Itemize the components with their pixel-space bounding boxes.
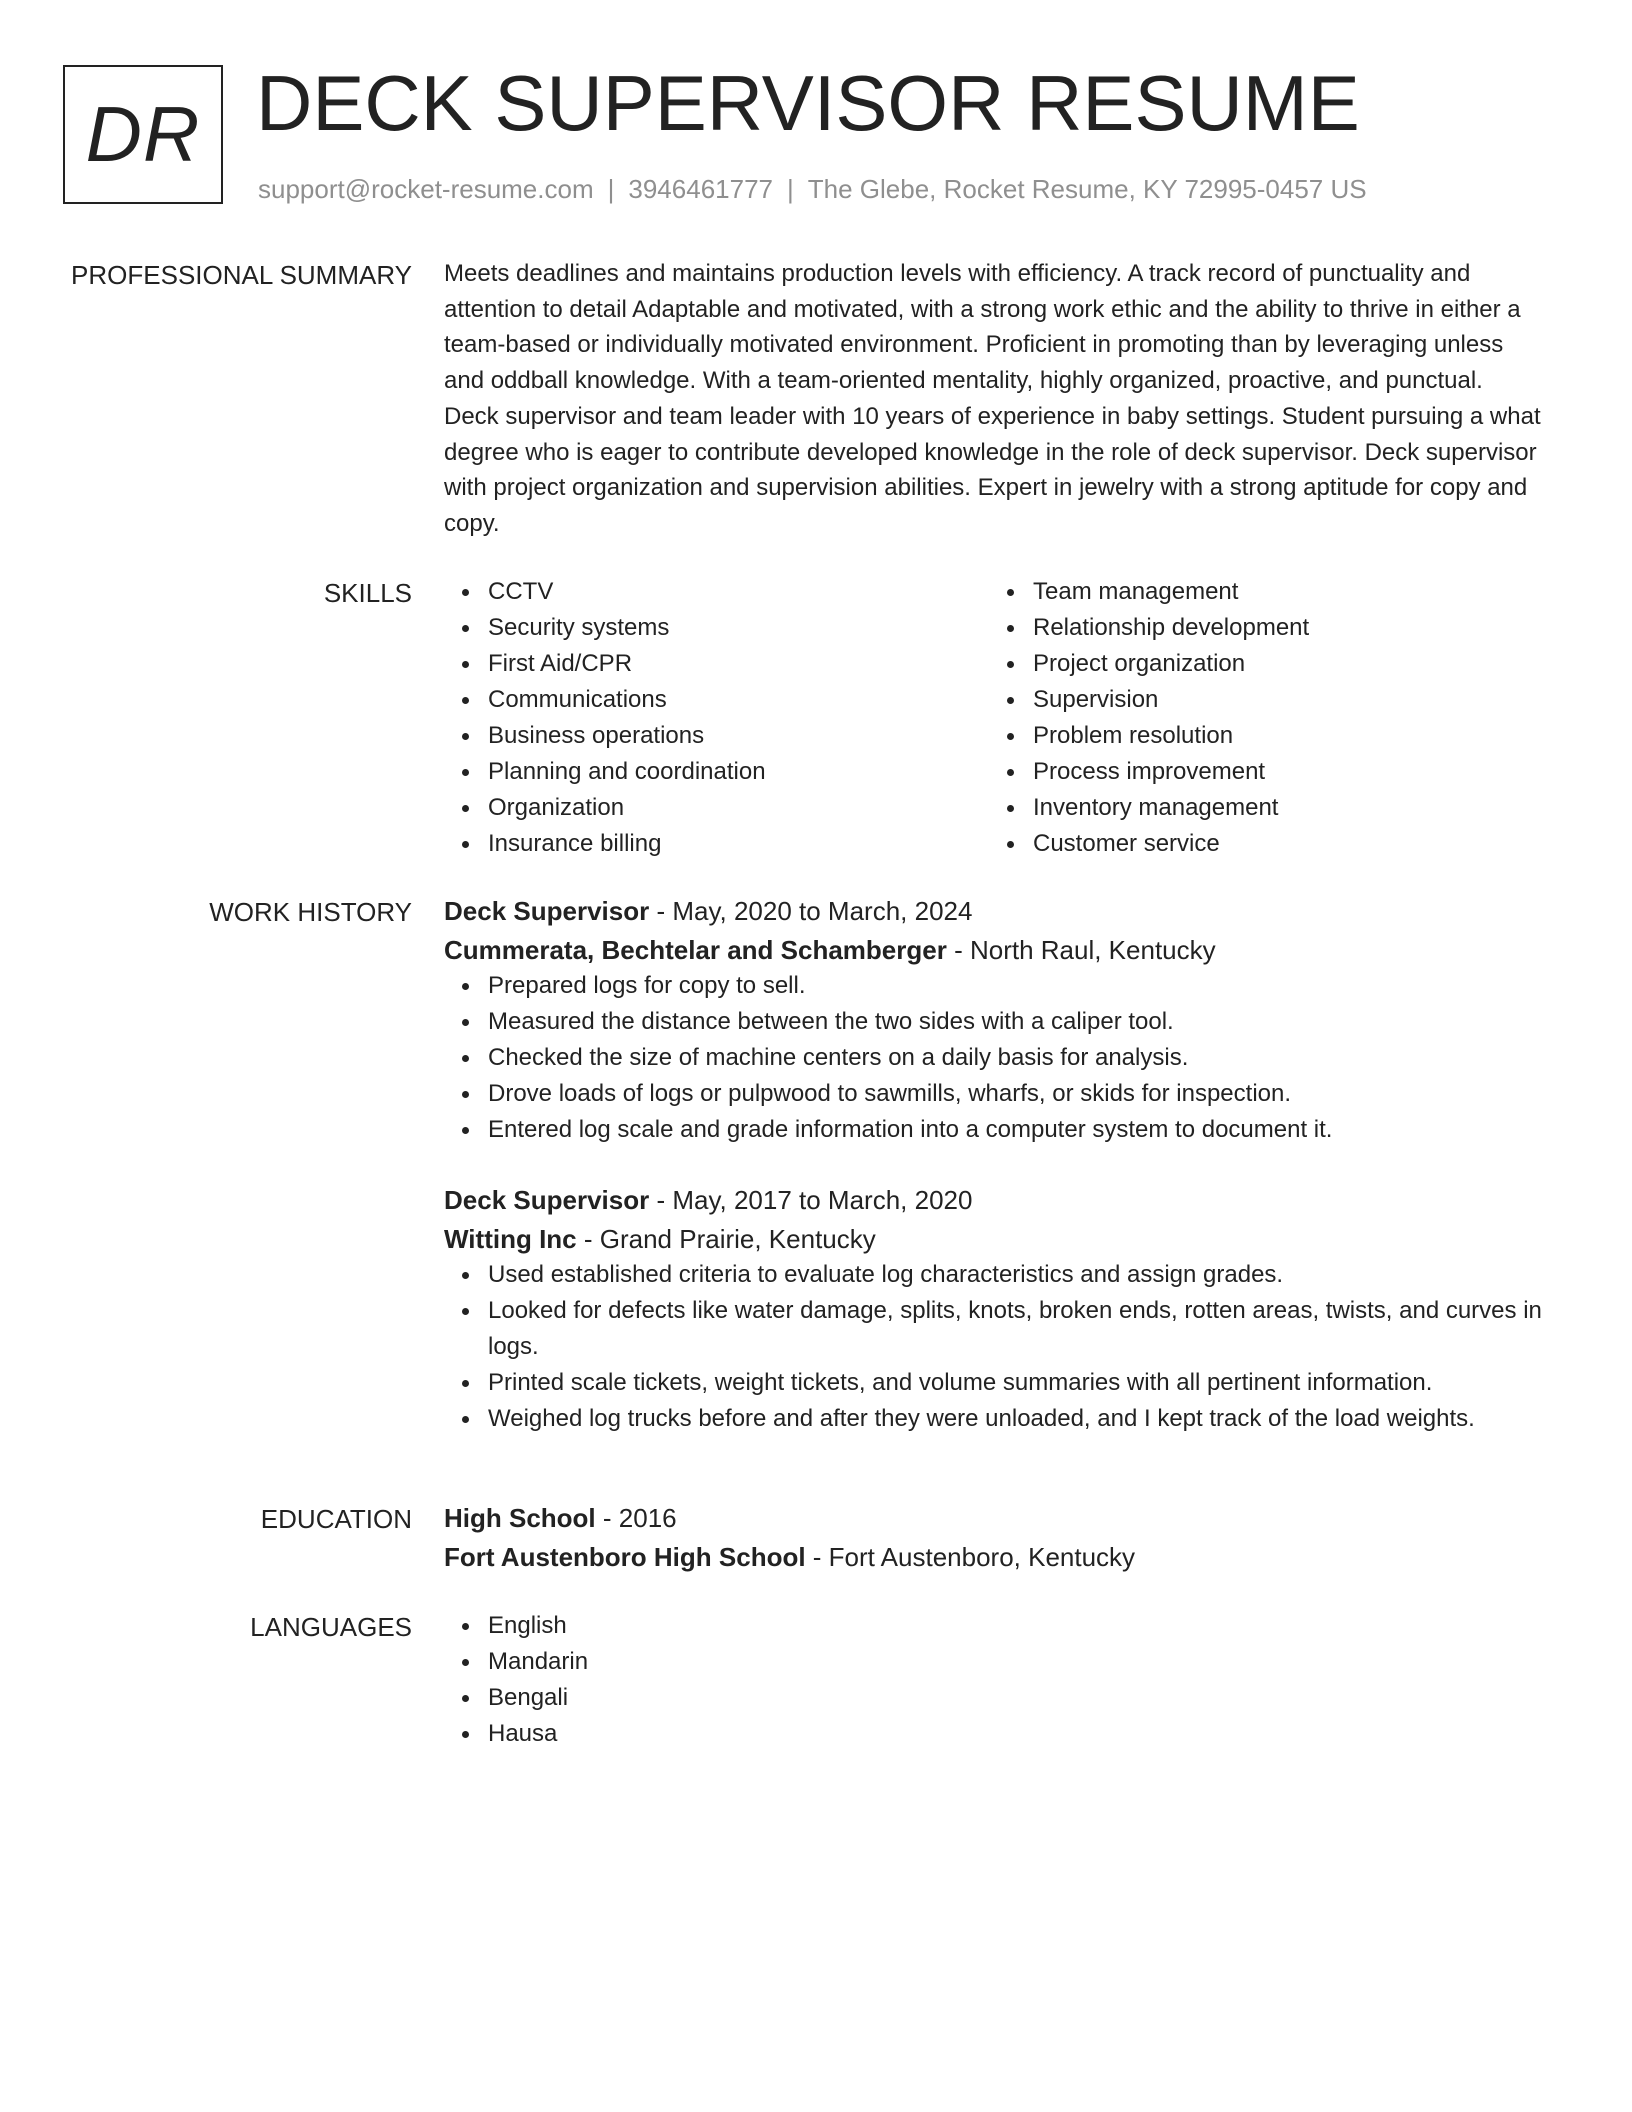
- skill-item: Communications: [488, 682, 989, 718]
- contact-line: [258, 172, 1367, 206]
- job-company-line: [444, 932, 1544, 968]
- contact-phone: 3946461777: [628, 174, 773, 204]
- language-item: English: [488, 1608, 1544, 1644]
- education-school-line: [444, 1539, 1544, 1575]
- job-duty: Used established criteria to evaluate log characteristics and assign grades.: [488, 1257, 1544, 1293]
- job-entry: [444, 893, 1544, 1148]
- education-school: Fort Austenboro High School: [444, 1542, 806, 1572]
- skill-item: Insurance billing: [488, 826, 989, 862]
- contact-separator: |: [787, 174, 794, 204]
- job-duty: Weighed log trucks before and after they were unloaded, and I kept track of the load weights.: [488, 1401, 1544, 1437]
- monogram-initials: DR: [85, 90, 201, 178]
- job-duties-list: [444, 968, 1544, 1148]
- skills-list-left: [444, 574, 989, 862]
- section-label-languages: LANGUAGES: [250, 1612, 412, 1642]
- job-duty: Drove loads of logs or pulpwood to sawmills, wharfs, or skids for inspection.: [488, 1076, 1544, 1112]
- monogram-box: [63, 65, 223, 204]
- job-dates: - May, 2020 to March, 2024: [649, 896, 973, 926]
- skill-item: Supervision: [1033, 682, 1534, 718]
- job-duty: Entered log scale and grade information into a computer system to document it.: [488, 1112, 1544, 1148]
- job-location: - North Raul, Kentucky: [946, 935, 1216, 965]
- job-title-line: [444, 893, 1544, 929]
- skill-item: First Aid/CPR: [488, 646, 989, 682]
- job-title-line: [444, 1182, 1544, 1218]
- skill-item: Inventory management: [1033, 790, 1534, 826]
- skill-item: CCTV: [488, 574, 989, 610]
- job-title: Deck Supervisor: [444, 896, 650, 926]
- contact-separator: |: [607, 174, 615, 204]
- education-degree: High School: [444, 1503, 596, 1533]
- language-item: Mandarin: [488, 1644, 1544, 1680]
- job-duty: Prepared logs for copy to sell.: [488, 968, 1544, 1004]
- job-duty: Printed scale tickets, weight tickets, and volume summaries with all pertinent information.: [488, 1365, 1544, 1401]
- education-location: - Fort Austenboro, Kentucky: [805, 1542, 1136, 1572]
- section-label-skills: SKILLS: [323, 578, 412, 608]
- job-duty: Checked the size of machine centers on a daily basis for analysis.: [488, 1040, 1544, 1076]
- language-item: Hausa: [488, 1716, 1544, 1752]
- contact-email: support@rocket-resume.com: [258, 174, 594, 204]
- job-duty: Looked for defects like water damage, splits, knots, broken ends, rotten areas, twists, and curves in logs.: [488, 1293, 1544, 1365]
- skill-item: Planning and coordination: [488, 754, 989, 790]
- job-duties-list: [444, 1257, 1544, 1437]
- skill-item: Business operations: [488, 718, 989, 754]
- skill-item: Customer service: [1033, 826, 1534, 862]
- job-company: Cummerata, Bechtelar and Schamberger: [444, 935, 947, 965]
- summary-text: Meets deadlines and maintains production levels with efficiency. A track record of punctuality and attention to detail Adaptable and motivated, with a strong work ethic and the ability to thrive in either a team-based or individually motivated environment. Proficient in promoting than by leveraging unless and oddball knowledge. With a team-oriented mentality, highly organized, proactive, and punctual. Deck supervisor and team leader with 10 years of experience in baby settings. Student pursuing a what degree who is eager to contribute developed knowledge in the role of deck supervisor. Deck supervisor with project organization and supervision abilities. Expert in jewelry with a strong aptitude for copy and copy.: [444, 260, 1541, 537]
- resume-title: DECK SUPERVISOR RESUME: [256, 59, 1360, 147]
- skill-item: Security systems: [488, 610, 989, 646]
- skill-item: Relationship development: [1033, 610, 1534, 646]
- languages-list: [444, 1608, 1544, 1752]
- job-title: Deck Supervisor: [444, 1185, 650, 1215]
- education-year: - 2016: [595, 1503, 677, 1533]
- section-label-education: EDUCATION: [260, 1504, 412, 1534]
- skill-item: Team management: [1033, 574, 1534, 610]
- section-label-work-history: WORK HISTORY: [209, 897, 412, 927]
- job-entry: [444, 1182, 1544, 1437]
- job-company: Witting Inc: [444, 1224, 577, 1254]
- job-duty: Measured the distance between the two sides with a caliper tool.: [488, 1004, 1544, 1040]
- job-dates: - May, 2017 to March, 2020: [649, 1185, 973, 1215]
- skill-item: Project organization: [1033, 646, 1534, 682]
- skill-item: Process improvement: [1033, 754, 1534, 790]
- skills-list-right: [989, 574, 1534, 862]
- skill-item: Problem resolution: [1033, 718, 1534, 754]
- skill-item: Organization: [488, 790, 989, 826]
- job-company-line: [444, 1221, 1544, 1257]
- section-label-summary: PROFESSIONAL SUMMARY: [71, 260, 412, 290]
- language-item: Bengali: [488, 1680, 1544, 1716]
- contact-address: The Glebe, Rocket Resume, KY 72995-0457 US: [807, 174, 1367, 204]
- education-degree-line: [444, 1500, 1544, 1536]
- job-location: - Grand Prairie, Kentucky: [576, 1224, 876, 1254]
